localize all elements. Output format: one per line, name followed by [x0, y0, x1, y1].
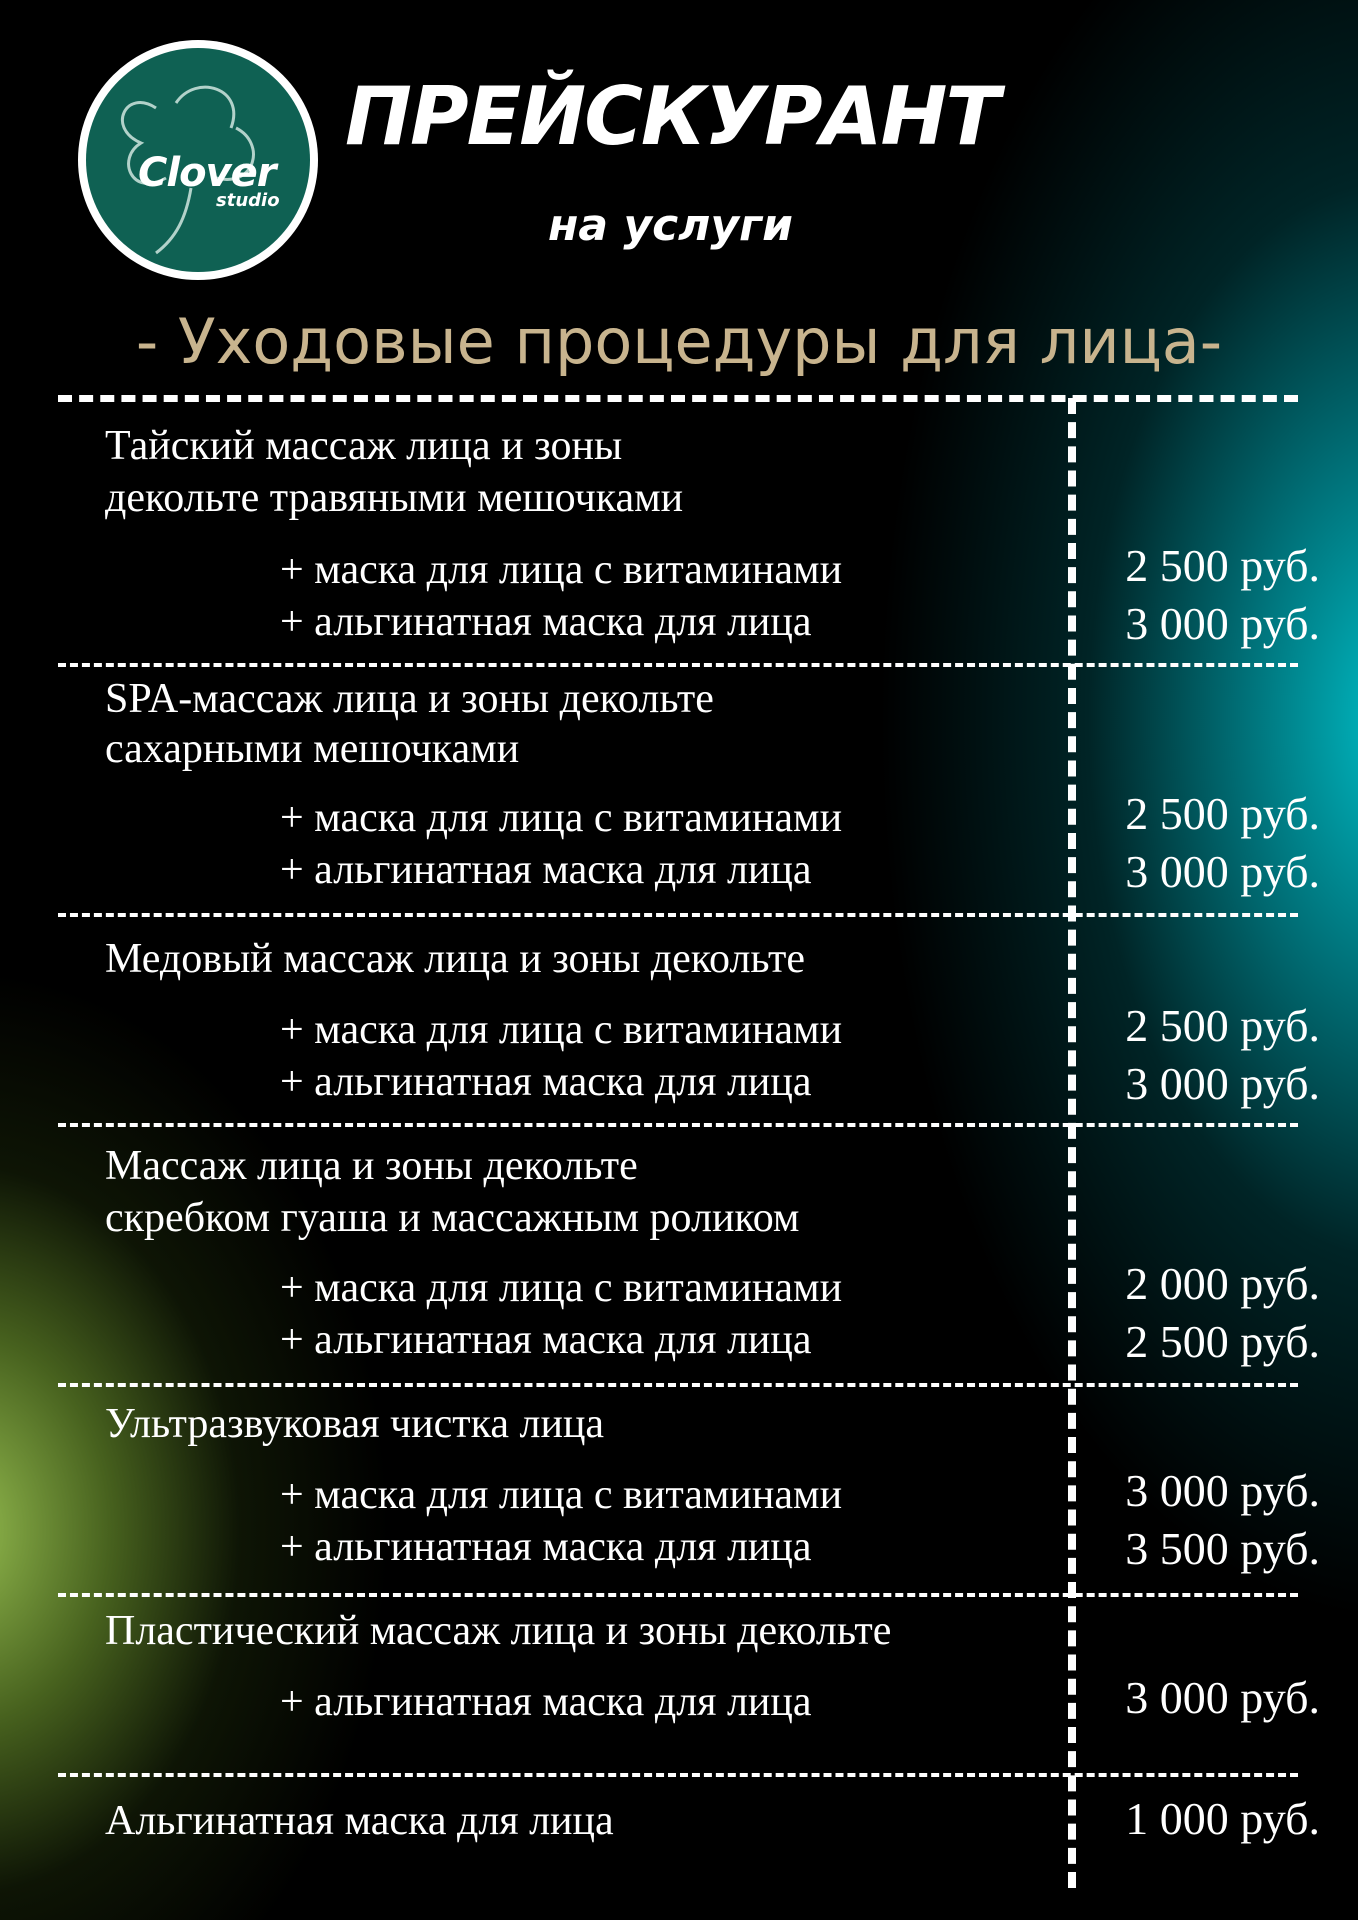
- row-divider: [58, 1593, 1298, 1597]
- row-divider: [58, 1383, 1298, 1387]
- table-top-divider: [58, 395, 1298, 402]
- service-option: + альгинатная маска для лица: [280, 847, 812, 893]
- service-option: + альгинатная маска для лица: [280, 1317, 812, 1363]
- logo-brand-sub: studio: [216, 190, 280, 211]
- price-column-divider: [1068, 398, 1076, 1888]
- section-title: - Уходовые процедуры для лица-: [135, 305, 1223, 378]
- service-price: 3 000 руб.: [1125, 846, 1320, 897]
- clover-studio-logo: [78, 40, 318, 280]
- service-price: 3 500 руб.: [1125, 1523, 1320, 1574]
- service-option: + маска для лица с витаминами: [280, 547, 843, 593]
- row-divider: [58, 1773, 1298, 1777]
- service-price: 2 500 руб.: [1125, 1000, 1320, 1051]
- service-name: сахарными мешочками: [105, 726, 520, 772]
- service-price: 1 000 руб.: [1125, 1793, 1320, 1844]
- service-name: скребком гуаша и массажным роликом: [105, 1195, 800, 1241]
- service-name: Тайский массаж лица и зоны: [105, 423, 623, 469]
- service-option: + маска для лица с витаминами: [280, 1265, 843, 1311]
- service-option: + альгинатная маска для лица: [280, 1059, 812, 1105]
- service-option: + маска для лица с витаминами: [280, 1472, 843, 1518]
- service-price: 2 500 руб.: [1125, 540, 1320, 591]
- service-price: 2 500 руб.: [1125, 1316, 1320, 1367]
- service-price: 3 000 руб.: [1125, 1465, 1320, 1516]
- service-option: + маска для лица с витаминами: [280, 795, 843, 841]
- logo-brand-name: Clover: [138, 150, 276, 196]
- service-name: декольте травяными мешочками: [105, 475, 684, 521]
- page-subtitle: на услуги: [548, 200, 793, 251]
- service-price: 3 000 руб.: [1125, 598, 1320, 649]
- row-divider: [58, 913, 1298, 917]
- service-name: Ультразвуковая чистка лица: [105, 1401, 605, 1447]
- service-name: Альгинатная маска для лица: [105, 1798, 614, 1844]
- row-divider: [58, 663, 1298, 667]
- row-divider: [58, 1123, 1298, 1127]
- service-option: + альгинатная маска для лица: [280, 1524, 812, 1570]
- service-name: Массаж лица и зоны декольте: [105, 1143, 638, 1189]
- service-price: 2 000 руб.: [1125, 1258, 1320, 1309]
- service-price: 3 000 руб.: [1125, 1672, 1320, 1723]
- service-name: SPA-массаж лица и зоны декольте: [105, 676, 714, 722]
- service-name: Медовый массаж лица и зоны декольте: [105, 936, 805, 982]
- page-title: ПРЕЙСКУРАНТ: [345, 70, 999, 163]
- service-name: Пластический массаж лица и зоны декольте: [105, 1608, 892, 1654]
- service-option: + альгинатная маска для лица: [280, 599, 812, 645]
- service-option: + альгинатная маска для лица: [280, 1679, 812, 1725]
- service-price: 2 500 руб.: [1125, 788, 1320, 839]
- service-option: + маска для лица с витаминами: [280, 1007, 843, 1053]
- service-price: 3 000 руб.: [1125, 1058, 1320, 1109]
